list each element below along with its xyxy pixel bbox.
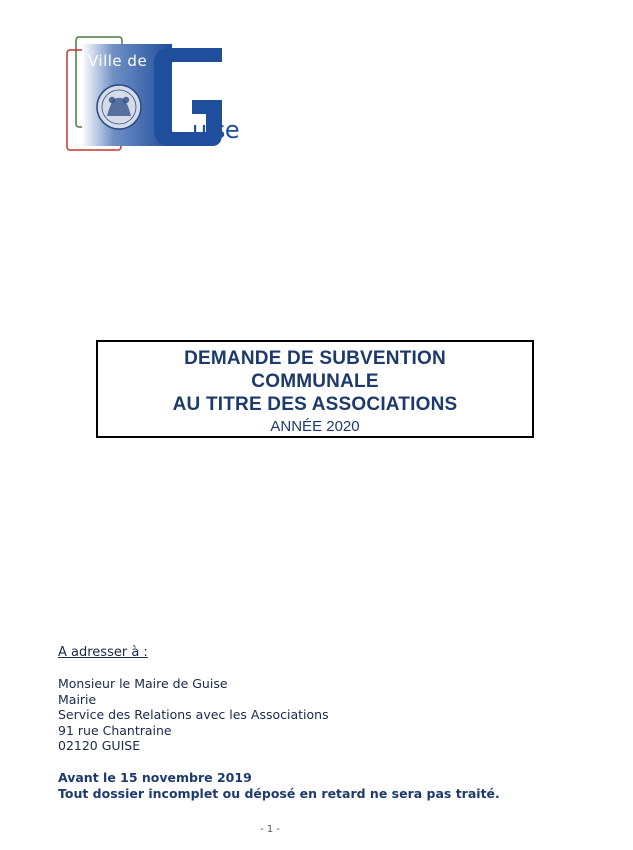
address-line: 02120 GUISE: [58, 738, 141, 753]
title-line-2: COMMUNALE: [251, 371, 379, 392]
ville-de-guise-logo: [62, 34, 262, 156]
title-line-3: AU TITRE DES ASSOCIATIONS: [172, 394, 458, 415]
page-number: - 1 -: [260, 824, 280, 835]
logo-text-ville-de: Ville de: [88, 52, 148, 70]
address-label: A adresser à :: [58, 645, 148, 660]
address-line: Service des Relations avec les Associations: [58, 707, 329, 722]
address-line: Mairie: [58, 691, 97, 707]
deadline-block: [58, 770, 500, 801]
address-line: 91 rue Chantraine: [58, 722, 172, 738]
logo-text-uise: uise: [192, 116, 240, 144]
address-block: [58, 676, 329, 754]
title-box: [96, 340, 534, 438]
deadline-date: Avant le 15 novembre 2019: [58, 770, 252, 785]
title-line-1: DEMANDE DE SUBVENTION: [184, 348, 446, 369]
title-year: ANNÉE 2020: [270, 418, 360, 435]
deadline-warning: Tout dossier incomplet ou déposé en retard ne sera pas traité.: [58, 785, 500, 801]
address-line: Monsieur le Maire de Guise: [58, 676, 228, 691]
